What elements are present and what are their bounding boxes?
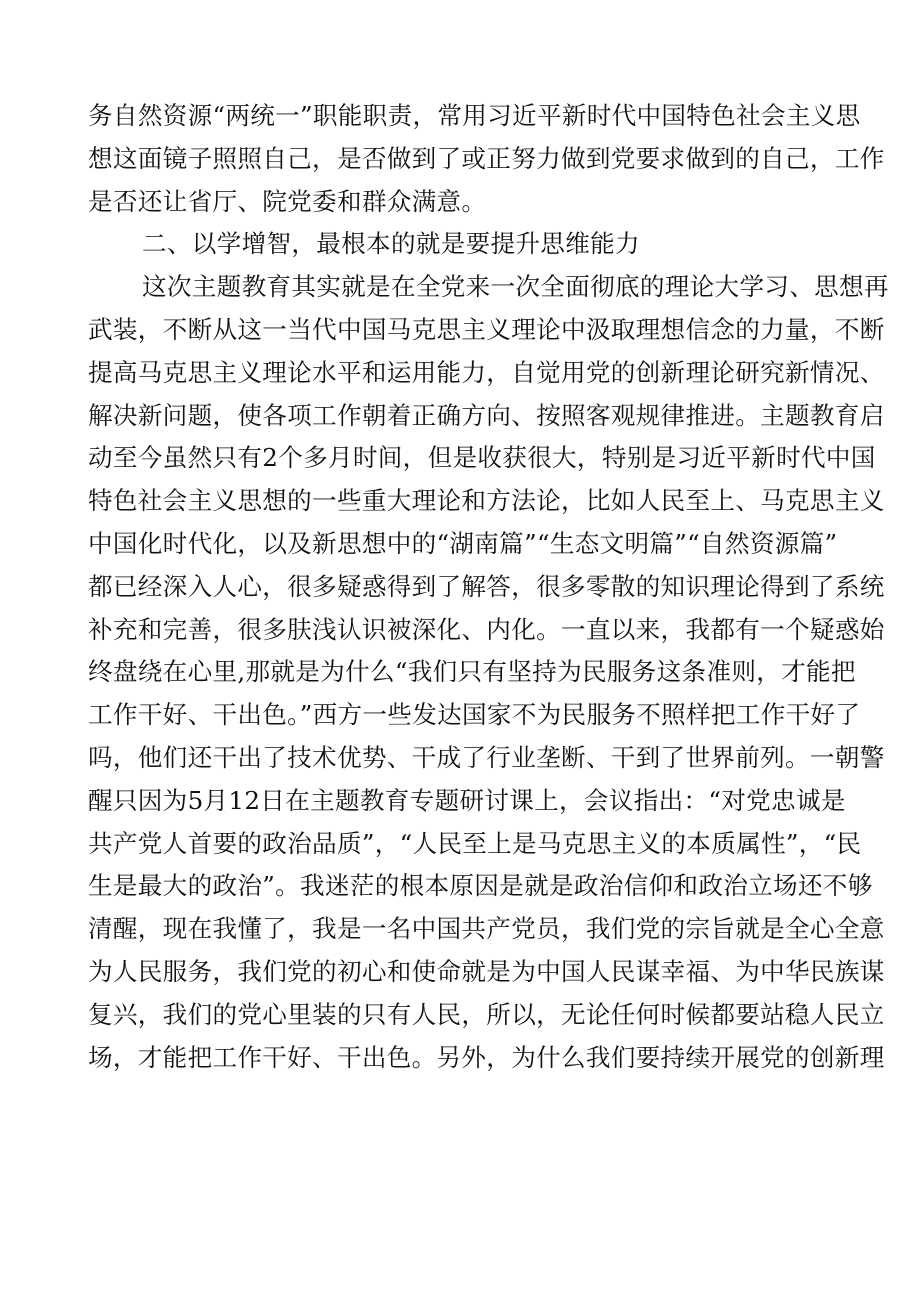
paragraph-line: 终盘绕在心里,那就是为什么“我们只有坚持为民服务这条准则，才能把 xyxy=(88,657,856,687)
paragraph-line: 特色社会主义思想的一些重大理论和方法论，比如人民至上、马克思主义 xyxy=(88,486,885,516)
paragraph-line: 解决新问题，使各项工作朝着正确方向、按照客观规律推进。主题教育启 xyxy=(88,400,885,430)
paragraph-line: 中国化时代化，以及新思想中的“湖南篇”“生态文明篇”“自然资源篇” xyxy=(88,528,838,558)
paragraph-line: 动至今虽然只有2个多月时间，但是收获很大，特别是习近平新时代中国 xyxy=(88,443,876,473)
paragraph-line: 务自然资源“两统一”职能职责，常用习近平新时代中国特色社会主义思 xyxy=(88,101,861,130)
paragraph-line: 都已经深入人心，很多疑惑得到了解答，很多零散的知识理论得到了系统 xyxy=(88,571,885,601)
paragraph-line: 复兴，我们的党心里装的只有人民，所以，无论任何时候都要站稳人民立 xyxy=(88,999,885,1029)
document-body xyxy=(88,95,889,1079)
paragraph-line: 生是最大的政治”。我迷茫的根本原因是就是政治信仰和政治立场还不够 xyxy=(88,871,873,901)
section-heading: 二、以学增智，最根本的就是要提升思维能力 xyxy=(142,229,640,259)
paragraph-line: 清醒，现在我懂了，我是一名中国共产党员，我们党的宗旨就是全心全意 xyxy=(88,914,885,944)
paragraph-line: 武装，不断从这一当代中国马克思主义理论中汲取理想信念的力量，不断 xyxy=(88,314,885,344)
paragraph-line: 这次主题教育其实就是在全党来一次全面彻底的理论大学习、思想再 xyxy=(142,272,889,302)
paragraph-line: 工作干好、干出色。”西方一些发达国家不为民服务不照样把工作干好了 xyxy=(88,700,861,730)
paragraph-line: 醒只因为5月12日在主题教育专题研讨课上，会议指出：“对党忠诚是 xyxy=(88,785,846,815)
paragraph-line: 补充和完善，很多肤浅认识被深化、内化。一直以来，我都有一个疑惑始 xyxy=(88,614,885,644)
paragraph-line: 是否还让省厅、院党委和群众满意。 xyxy=(88,186,487,216)
paragraph-line: 提高马克思主义理论水平和运用能力，自觉用党的创新理论研究新情况、 xyxy=(88,357,885,387)
paragraph-2 xyxy=(88,266,889,1079)
paragraph-line: 共产党人首要的政治品质”，“人民至上是马克思主义的本质属性”，“民 xyxy=(88,828,862,858)
paragraph-line: 想这面镜子照照自己，是否做到了或正努力做到党要求做到的自己，工作 xyxy=(88,143,885,173)
paragraph-line: 为人民服务，我们党的初心和使命就是为中国人民谋幸福、为中华民族谋 xyxy=(88,956,885,986)
paragraph-1 xyxy=(88,95,885,223)
paragraph-line: 场，才能把工作干好、干出色。另外，为什么我们要持续开展党的创新理 xyxy=(88,1042,885,1072)
paragraph-line: 吗，他们还干出了技术优势、干成了行业垄断、干到了世界前列。一朝警 xyxy=(88,742,885,772)
